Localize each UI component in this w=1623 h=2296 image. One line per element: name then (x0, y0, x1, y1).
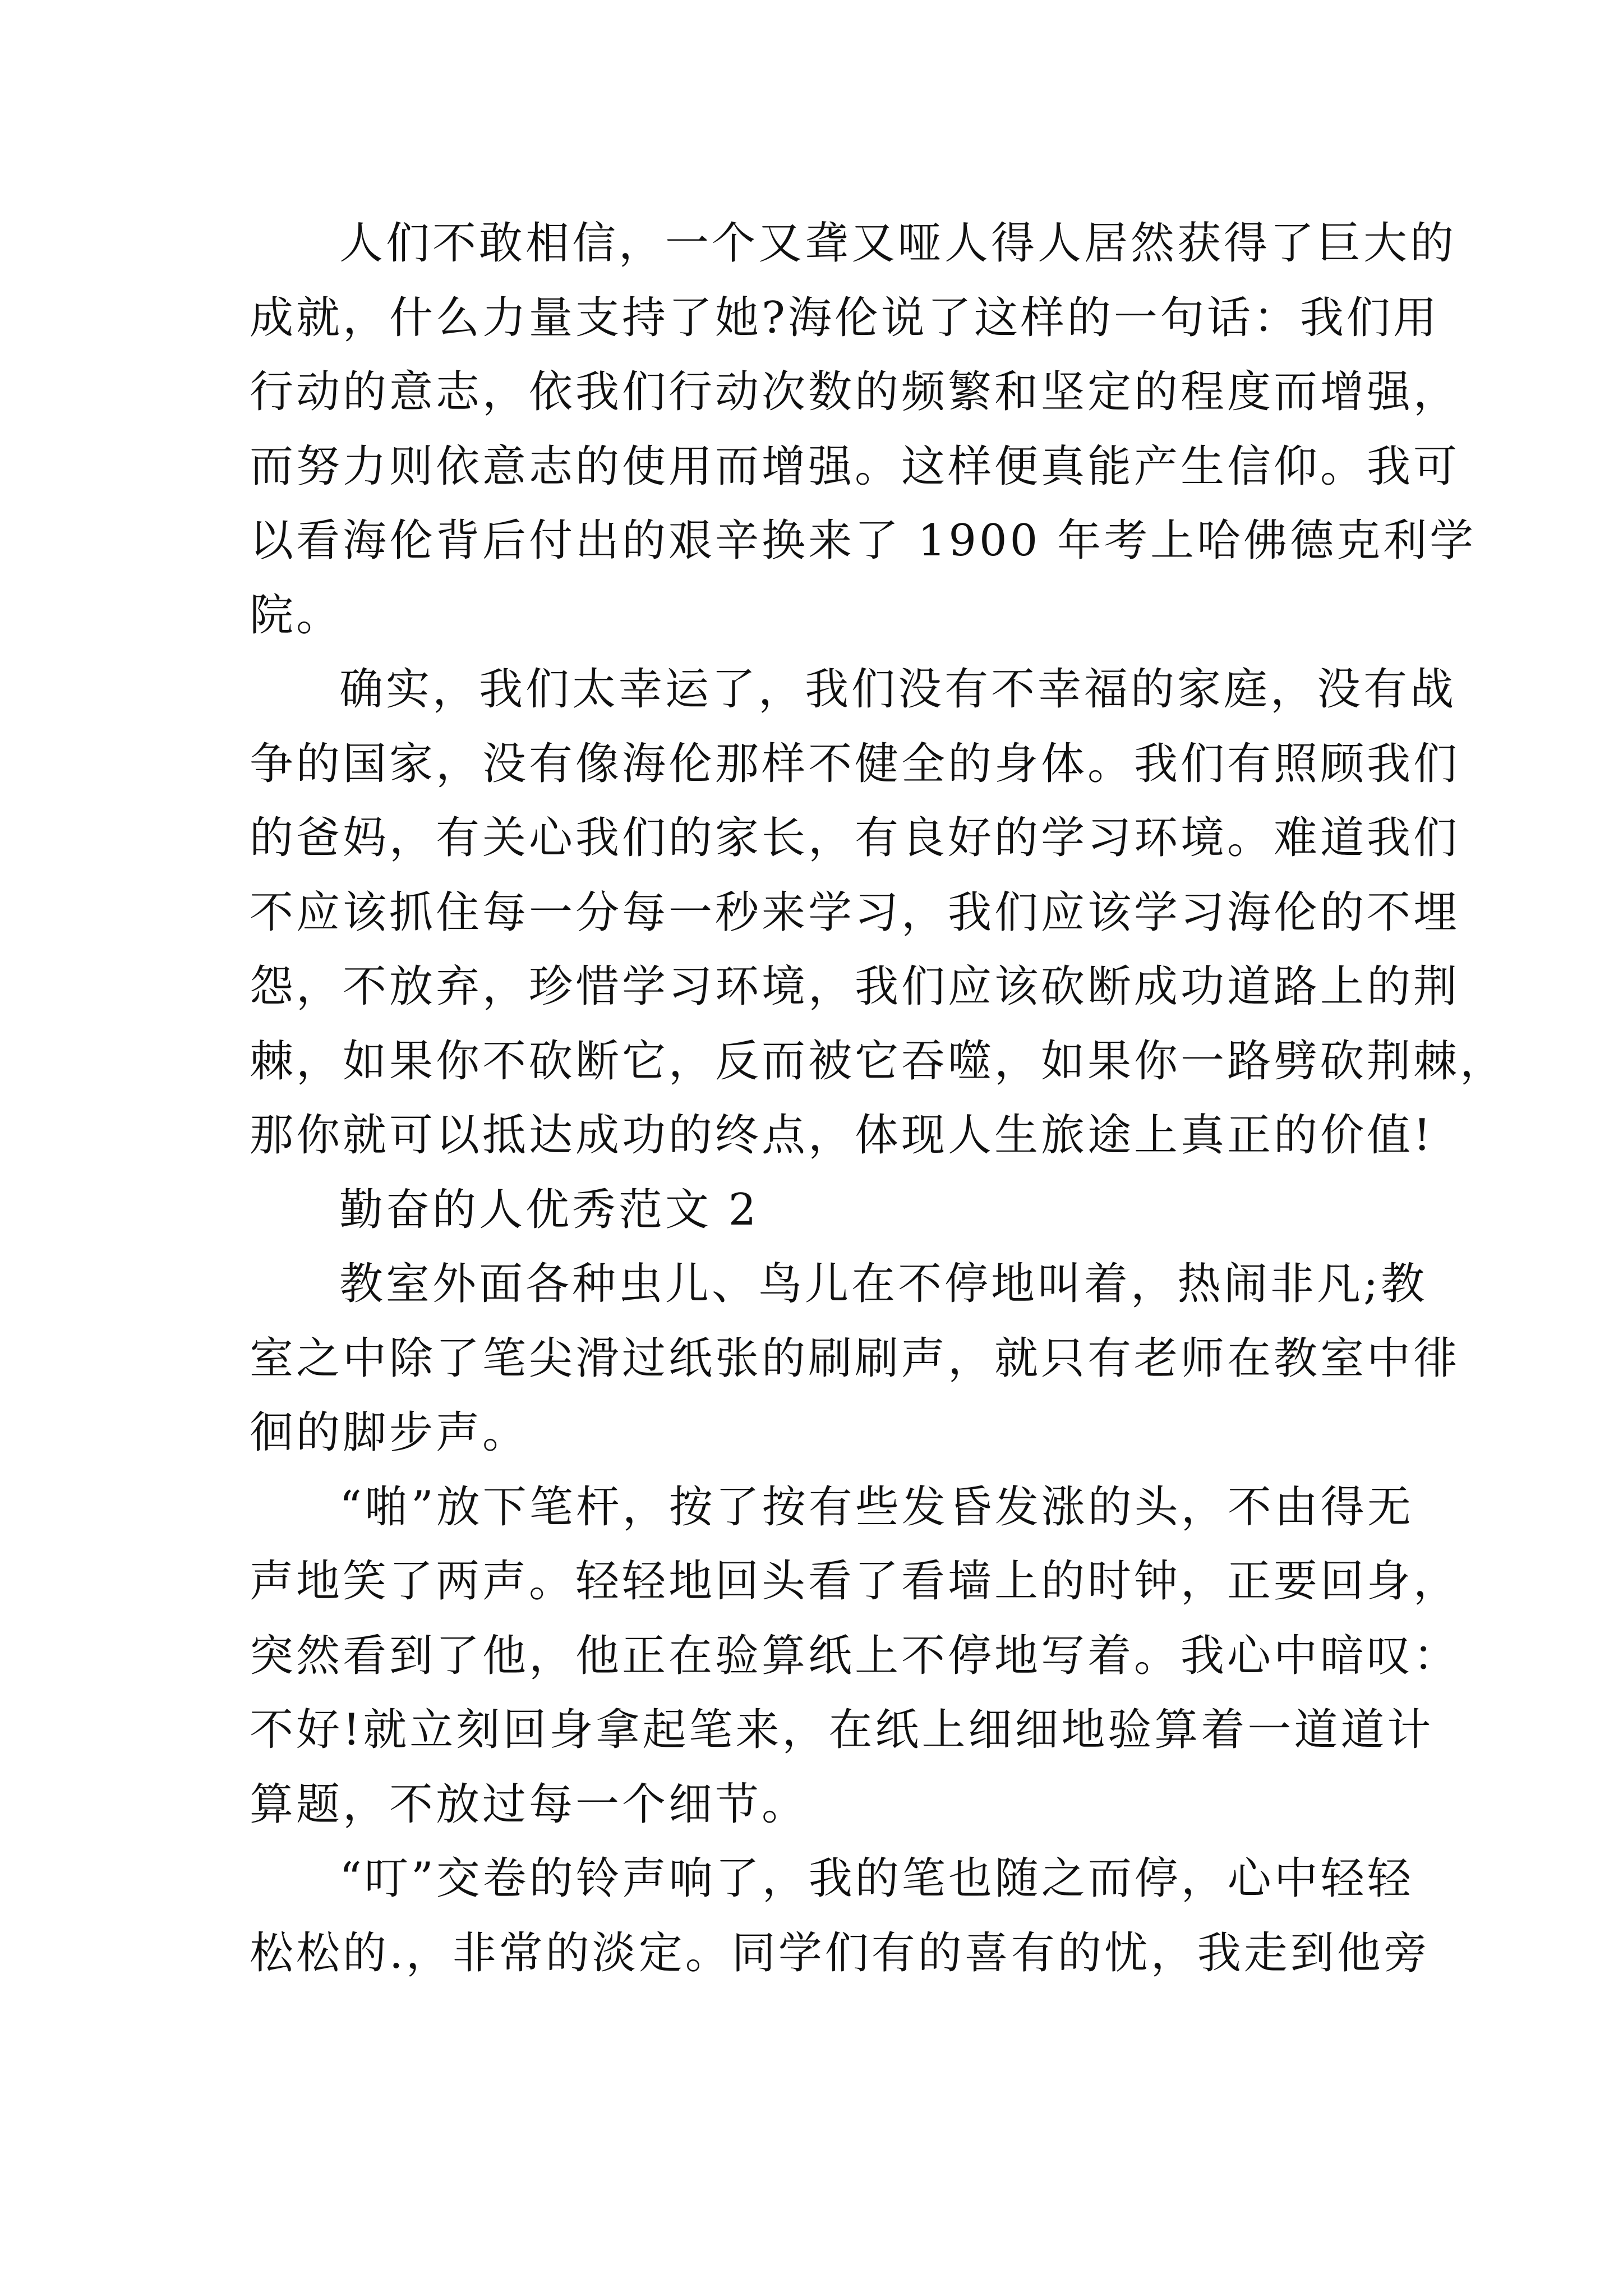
paragraph-helen-faith (250, 206, 1477, 652)
text-line: 不好!就立刻回身拿起笔来，在纸上细细地验算着一道道计 (250, 1705, 1434, 1755)
text-line: 松松的.，非常的淡定。同学们有的喜有的忧，我走到他旁 (250, 1927, 1430, 1978)
text-line: 算题，不放过每一个细节。 (250, 1779, 809, 1830)
paragraph-pen-down (250, 1470, 1460, 1842)
text-line: 以看海伦背后付出的艰辛换来了 1900 年考上哈佛德克利学 (250, 516, 1477, 566)
text-line: 突然看到了他，他正在验算纸上不停地写着。我心中暗叹： (250, 1630, 1460, 1681)
text-line: 怨，不放弃，珍惜学习环境，我们应该砍断成功道路上的荆 (250, 961, 1460, 1012)
text-line: “叮”交卷的铃声响了，我的笔也随之而停，心中轻轻 (339, 1853, 1414, 1904)
text-line: 行动的意志，依我们行动次数的频繁和坚定的程度而增强， (250, 367, 1460, 417)
section-heading: 勤奋的人优秀范文 2 (339, 1184, 759, 1235)
text-line: 的爸妈，有关心我们的家长，有良好的学习环境。难道我们 (250, 813, 1460, 863)
text-line: 不应该抓住每一分每一秒来学习，我们应该学习海伦的不埋 (250, 887, 1460, 938)
text-line: 确实，我们太幸运了，我们没有不幸福的家庭，没有战 (339, 664, 1457, 715)
text-line: 声地笑了两声。轻轻地回头看了看墙上的时钟，正要回身， (250, 1556, 1460, 1607)
text-line: 院。 (250, 590, 343, 641)
text-line: 那你就可以抵达成功的终点，体现人生旅途上真正的价值! (250, 1110, 1434, 1161)
paragraph-classroom (250, 1247, 1460, 1470)
text-line: 争的国家，没有像海伦那样不健全的身体。我们有照顾我们 (250, 738, 1460, 789)
text-line: 而努力则依意志的使用而增强。这样便真能产生信仰。我可 (250, 441, 1460, 492)
paragraph-bell (250, 1842, 1430, 1990)
text-line: 徊的脚步声。 (250, 1407, 529, 1458)
text-line: 室之中除了笔尖滑过纸张的刷刷声，就只有老师在教室中徘 (250, 1333, 1460, 1384)
paragraph-lucky (250, 652, 1507, 1173)
text-line: “啪”放下笔杆，按了按有些发昏发涨的头，不由得无 (339, 1481, 1414, 1533)
text-line: 成就，什么力量支持了她?海伦说了这样的一句话：我们用 (250, 292, 1440, 343)
text-line: 人们不敢相信，一个又聋又哑人得人居然获得了巨大的 (339, 218, 1457, 269)
document-body (250, 206, 1507, 1990)
text-line: 教室外面各种虫儿、鸟儿在不停地叫着，热闹非凡;教 (339, 1259, 1428, 1309)
text-line: 棘，如果你不砍断它，反而被它吞噬，如果你一路劈砍荆棘， (250, 1036, 1507, 1087)
